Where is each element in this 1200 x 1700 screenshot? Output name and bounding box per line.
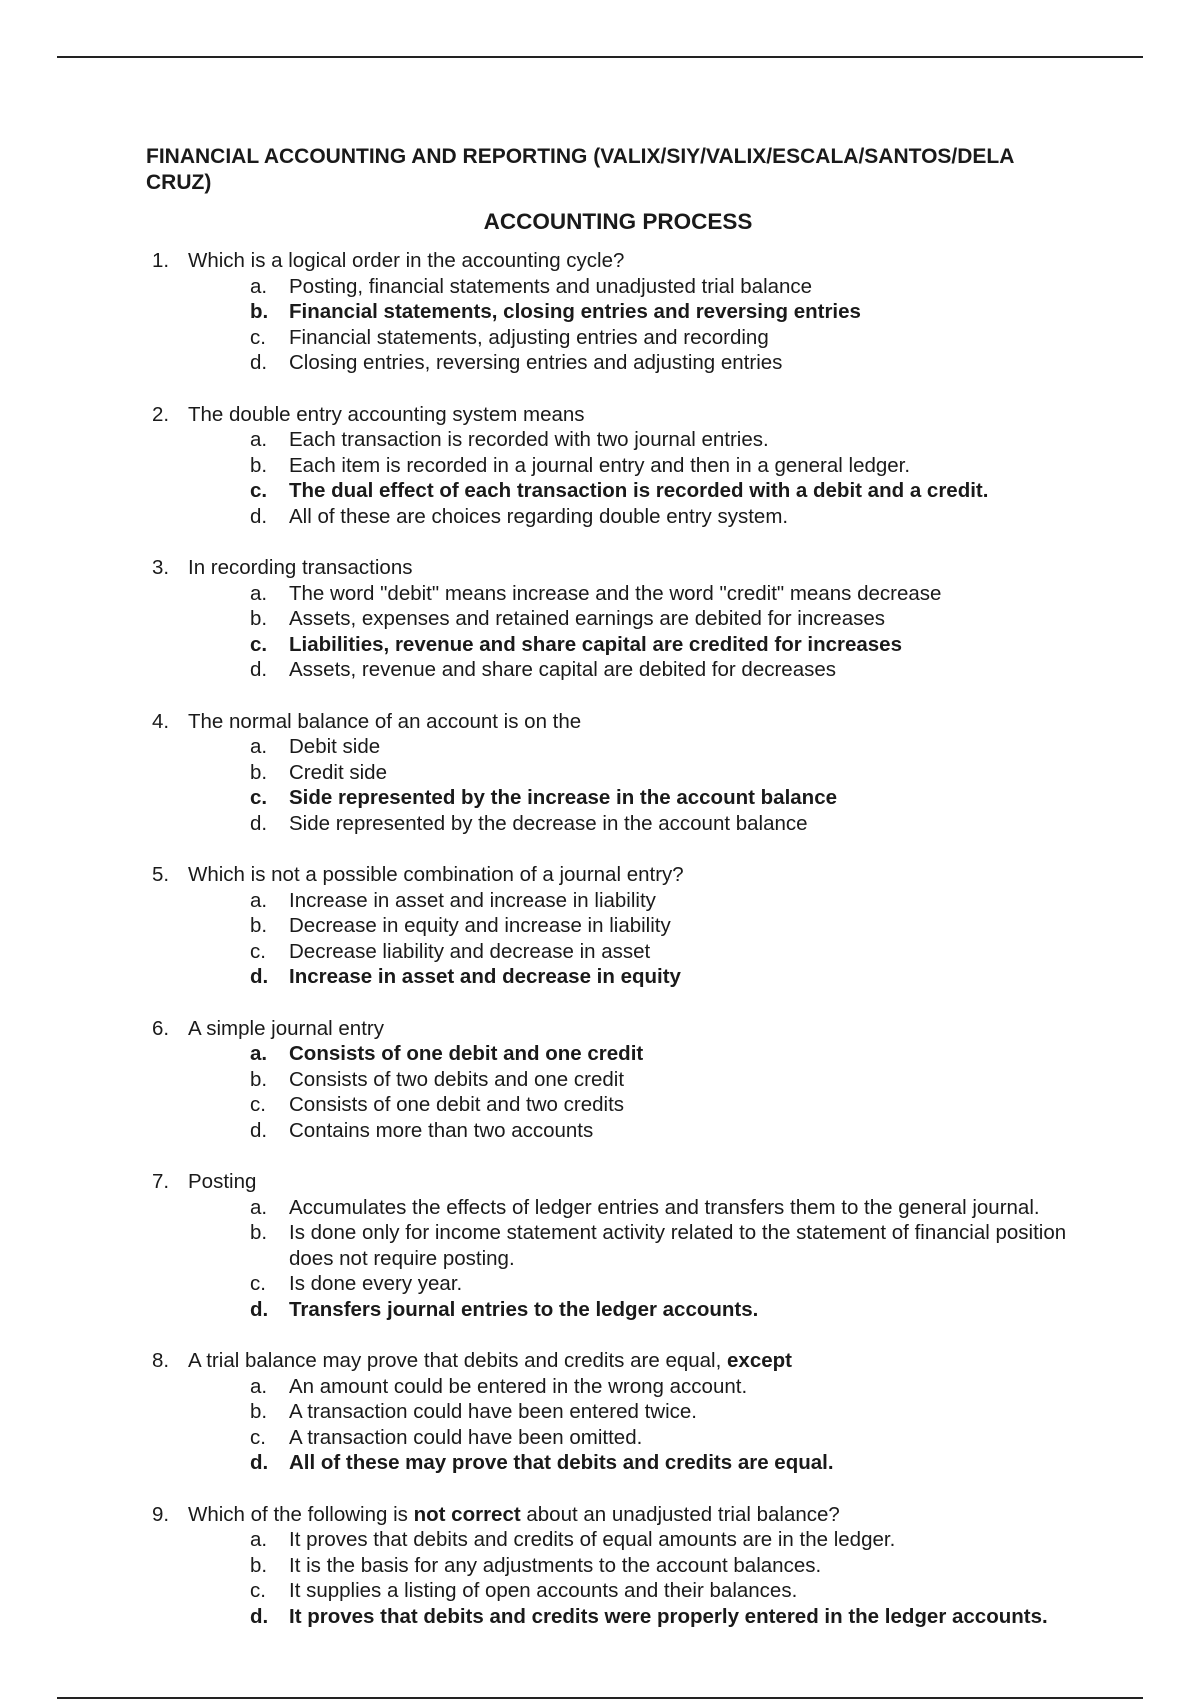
choice-letter: b. — [250, 453, 268, 477]
choice-text: Side represented by the increase in the account balance — [289, 786, 837, 809]
answer-choice — [146, 453, 1076, 479]
choice-text: An amount could be entered in the wrong account. — [289, 1374, 748, 1398]
choice-letter: a. — [250, 581, 268, 605]
choice-list — [146, 1041, 1076, 1143]
question-stem — [146, 402, 1076, 428]
question-number: 7. — [152, 1170, 170, 1193]
answer-choice — [146, 734, 1076, 760]
choice-text: A transaction could have been entered twice. — [289, 1400, 697, 1423]
choice-letter: d. — [250, 504, 268, 528]
question-text: Which of the following is — [188, 1502, 414, 1526]
choice-text: Consists of two debits and one credit — [289, 1067, 625, 1091]
choice-text: Increase in asset and decrease in equity — [289, 965, 681, 988]
answer-choice — [146, 888, 1076, 914]
answer-choice-correct — [146, 478, 1076, 504]
question-9 — [146, 1502, 1076, 1630]
choice-text: The word "debit" means increase and the word "credit" means decrease — [289, 581, 942, 605]
question-stem — [146, 1016, 1076, 1042]
answer-choice-correct — [146, 785, 1076, 811]
choice-list — [146, 1195, 1076, 1323]
answer-choice — [146, 939, 1076, 965]
question-stem — [146, 862, 1076, 888]
choice-text: Debit side — [289, 735, 381, 758]
choice-letter: b. — [250, 1553, 268, 1577]
choice-letter: c. — [250, 1272, 266, 1295]
choice-text: Each transaction is recorded with two journal entries. — [289, 428, 769, 451]
choice-text: Increase in asset and increase in liability — [289, 888, 656, 912]
question-text: Which is not a possible combination of a journal entry? — [188, 863, 684, 886]
question-7 — [146, 1169, 1076, 1322]
choice-text: The dual effect of each transaction is recorded with a debit and a credit. — [289, 479, 989, 502]
choice-letter: c. — [250, 325, 266, 349]
answer-choice — [146, 1399, 1076, 1425]
choice-letter: a. — [250, 1374, 268, 1398]
choice-letter: c. — [250, 1579, 266, 1602]
choice-letter: d. — [250, 1297, 269, 1321]
choice-letter: d. — [250, 351, 268, 374]
answer-choice — [146, 1527, 1076, 1553]
choice-letter: d. — [250, 965, 269, 988]
choice-text: Is done only for income statement activity related to the statement of financial position does not require posting. — [289, 1221, 1067, 1270]
choice-letter: c. — [250, 939, 266, 963]
choice-letter: b. — [250, 300, 269, 323]
answer-choice — [146, 811, 1076, 837]
choice-text: Assets, revenue and share capital are debited for decreases — [289, 658, 836, 681]
choice-letter: d. — [250, 811, 268, 835]
question-text: A simple journal entry — [188, 1016, 384, 1040]
answer-choice — [146, 1425, 1076, 1451]
question-number: 2. — [152, 402, 170, 426]
question-text: The double entry accounting system means — [188, 402, 585, 426]
choice-letter: b. — [250, 760, 268, 784]
question-1 — [146, 248, 1076, 376]
choice-text: A transaction could have been omitted. — [289, 1425, 643, 1449]
answer-choice — [146, 350, 1076, 376]
choice-letter: c. — [250, 1425, 266, 1449]
choice-text: All of these may prove that debits and credits are equal. — [289, 1451, 834, 1474]
answer-choice-correct — [146, 1450, 1076, 1476]
choice-letter: b. — [250, 914, 268, 937]
question-text: The normal balance of an account is on the — [188, 709, 582, 733]
choice-text: Financial statements, closing entries and reversing entries — [289, 300, 861, 323]
choice-list — [146, 581, 1076, 683]
section-title: ACCOUNTING PROCESS — [483, 209, 753, 234]
choice-text: Financial statements, adjusting entries and recording — [289, 325, 769, 349]
choice-text: It proves that debits and credits were properly entered in the ledger accounts. — [289, 1604, 1048, 1628]
question-number: 1. — [152, 249, 170, 272]
answer-choice-correct — [146, 1297, 1076, 1323]
question-3 — [146, 555, 1076, 683]
question-number: 5. — [152, 863, 170, 886]
choice-letter: b. — [250, 1400, 268, 1423]
choice-letter: d. — [250, 1118, 268, 1142]
choice-letter: b. — [250, 1067, 268, 1091]
choice-letter: b. — [250, 1221, 268, 1244]
answer-choice — [146, 1118, 1076, 1144]
document-title: FINANCIAL ACCOUNTING AND REPORTING (VALIX/SIY/VALIX/ESCALA/SANTOS/DELA CRUZ) — [146, 145, 1014, 194]
choice-letter: b. — [250, 607, 268, 630]
question-number: 4. — [152, 709, 170, 733]
answer-choice — [146, 760, 1076, 786]
choice-text: Transfers journal entries to the ledger accounts. — [289, 1297, 759, 1321]
choice-text: Each item is recorded in a journal entry and then in a general ledger. — [289, 453, 911, 477]
answer-choice — [146, 1220, 1076, 1271]
choice-letter: a. — [250, 1042, 268, 1065]
choice-text: Is done every year. — [289, 1272, 463, 1295]
answer-choice — [146, 1067, 1076, 1093]
answer-choice-correct — [146, 1041, 1076, 1067]
answer-choice — [146, 325, 1076, 351]
choice-text: Closing entries, reversing entries and adjusting entries — [289, 351, 783, 374]
choice-text: Consists of one debit and one credit — [289, 1042, 644, 1065]
question-stem — [146, 248, 1076, 274]
choice-letter: d. — [250, 658, 268, 681]
answer-choice-correct — [146, 299, 1076, 325]
answer-choice — [146, 1271, 1076, 1297]
answer-choice — [146, 657, 1076, 683]
choice-list — [146, 888, 1076, 990]
question-text-tail: about an unadjusted trial balance? — [520, 1502, 840, 1526]
page-footer-rule — [57, 1697, 1143, 1699]
answer-choice — [146, 1092, 1076, 1118]
question-text: In recording transactions — [188, 556, 413, 579]
choice-text: Side represented by the decrease in the account balance — [289, 811, 808, 835]
choice-letter: a. — [250, 735, 268, 758]
answer-choice — [146, 606, 1076, 632]
choice-letter: c. — [250, 786, 268, 809]
choice-text: It proves that debits and credits of equal amounts are in the ledger. — [289, 1528, 896, 1551]
choice-list — [146, 427, 1076, 529]
choice-text: Decrease liability and decrease in asset — [289, 939, 651, 963]
choice-letter: a. — [250, 888, 268, 912]
question-number: 8. — [152, 1349, 170, 1372]
question-list — [146, 248, 1076, 1629]
choice-text: It supplies a listing of open accounts and their balances. — [289, 1579, 798, 1602]
choice-text: Credit side — [289, 760, 387, 784]
question-stem — [146, 555, 1076, 581]
question-stem — [146, 1348, 1076, 1374]
choice-letter: d. — [250, 1604, 269, 1628]
answer-choice — [146, 1195, 1076, 1221]
question-2 — [146, 402, 1076, 530]
answer-choice-correct — [146, 632, 1076, 658]
choice-letter: d. — [250, 1451, 269, 1474]
choice-text: Decrease in equity and increase in liability — [289, 914, 671, 937]
answer-choice — [146, 913, 1076, 939]
question-stem — [146, 1502, 1076, 1528]
choice-letter: a. — [250, 274, 268, 298]
question-6 — [146, 1016, 1076, 1144]
choice-letter: a. — [250, 1528, 268, 1551]
choice-list — [146, 734, 1076, 836]
choice-letter: c. — [250, 1093, 266, 1116]
question-number: 3. — [152, 556, 170, 579]
choice-letter: c. — [250, 632, 268, 656]
answer-choice — [146, 581, 1076, 607]
answer-choice — [146, 1553, 1076, 1579]
choice-text: All of these are choices regarding double entry system. — [289, 504, 789, 528]
question-stem — [146, 1169, 1076, 1195]
question-number: 6. — [152, 1016, 170, 1040]
page-header-rule — [57, 56, 1143, 58]
choice-text: Posting, financial statements and unadjusted trial balance — [289, 274, 813, 298]
choice-letter: a. — [250, 428, 268, 451]
choice-list — [146, 1374, 1076, 1476]
question-text: Which is a logical order in the accounting cycle? — [188, 249, 625, 272]
answer-choice — [146, 274, 1076, 300]
choice-text: Consists of one debit and two credits — [289, 1093, 625, 1116]
question-number: 9. — [152, 1502, 170, 1526]
choice-text: Liabilities, revenue and share capital are credited for increases — [289, 632, 902, 656]
question-8 — [146, 1348, 1076, 1476]
question-text: Posting — [188, 1170, 257, 1193]
choice-text: Accumulates the effects of ledger entries and transfers them to the general journal. — [289, 1195, 1040, 1219]
answer-choice — [146, 1374, 1076, 1400]
answer-choice-correct — [146, 964, 1076, 990]
answer-choice — [146, 427, 1076, 453]
question-emphasis: not correct — [413, 1502, 521, 1526]
choice-text: Contains more than two accounts — [289, 1118, 594, 1142]
answer-choice — [146, 504, 1076, 530]
question-stem — [146, 709, 1076, 735]
question-5 — [146, 862, 1076, 990]
choice-text: Assets, expenses and retained earnings are debited for increases — [289, 607, 886, 630]
answer-choice-correct — [146, 1604, 1076, 1630]
question-text: A trial balance may prove that debits and credits are equal, — [188, 1349, 728, 1372]
choice-letter: a. — [250, 1195, 268, 1219]
question-emphasis: except — [727, 1349, 792, 1372]
answer-choice — [146, 1578, 1076, 1604]
choice-list — [146, 274, 1076, 376]
question-4 — [146, 709, 1076, 837]
document-body — [146, 144, 1076, 1655]
choice-list — [146, 1527, 1076, 1629]
choice-letter: c. — [250, 479, 268, 502]
choice-text: It is the basis for any adjustments to the account balances. — [289, 1553, 822, 1577]
